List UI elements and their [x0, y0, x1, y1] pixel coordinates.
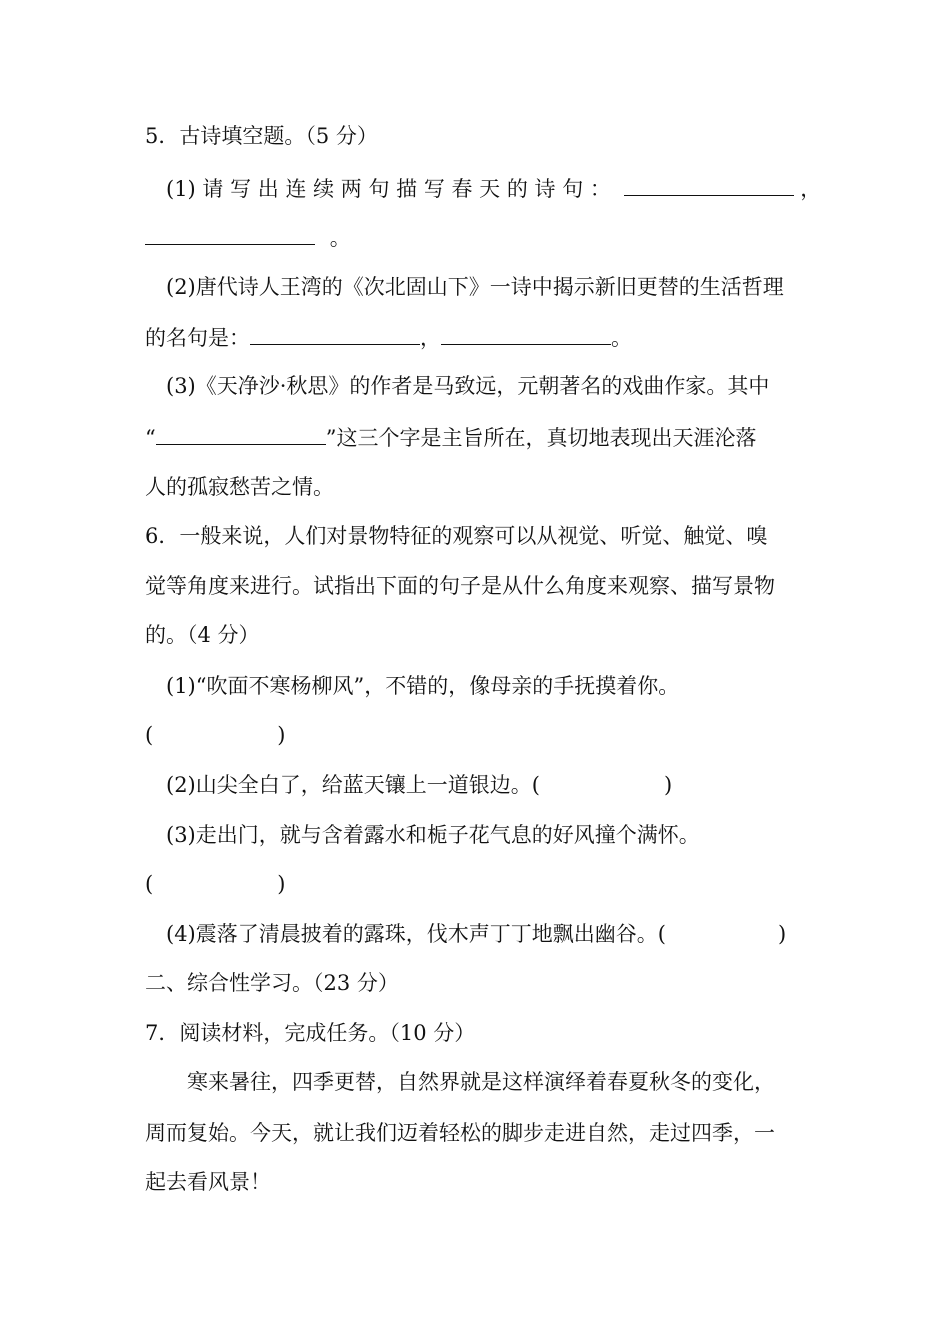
q6-item-1: (1)“吹面不寒杨柳风”，不错的，像母亲的手抚摸着你。 [166, 674, 680, 698]
period: 。 [611, 326, 632, 350]
q6-answer-1[interactable] [145, 721, 810, 749]
comma: ， [420, 326, 441, 350]
paren-open: ( [145, 723, 154, 747]
q5-part2-prefix: 的名句是： [145, 326, 250, 350]
answer-blank[interactable] [441, 324, 611, 345]
open-quote: “ [145, 426, 156, 450]
period: 。 [329, 226, 351, 250]
q6-item-2-text: (2)山尖全白了，给蓝天镶上一道银边。 [166, 773, 532, 797]
q5-part3-text: ”这三个字是主旨所在，真切地表现出天涯沦落 [325, 426, 757, 450]
q5-part2-line2 [145, 324, 810, 352]
q5-part3-line3: 人的孤寂愁苦之情。 [145, 475, 334, 499]
q7-para-line2: 周而复始。今天，就让我们迈着轻松的脚步走进自然，走过四季，一 [145, 1121, 775, 1145]
q6-item-2 [166, 771, 810, 799]
q5-part3-line1: (3)《天净沙·秋思》的作者是马致远，元朝著名的戏曲作家。其中 [166, 374, 770, 398]
paren-open: ( [657, 922, 666, 946]
answer-blank[interactable] [250, 324, 420, 345]
paren-close: ) [777, 922, 787, 946]
q5-part1-line [166, 175, 822, 203]
paren-close: ) [663, 773, 673, 797]
paren-close: ) [277, 723, 286, 747]
q7-para-line1: 寒来暑往，四季更替，自然界就是这样演绎着春夏秋冬的变化， [187, 1070, 775, 1094]
comma: ， [800, 177, 822, 201]
q6-item-4-text: (4)震落了清晨披着的露珠，伐木声丁丁地飘出幽谷。 [166, 922, 658, 946]
q6-line2: 觉等角度来进行。试指出下面的句子是从什么角度来观察、描写景物 [145, 574, 775, 598]
paren-open: ( [145, 872, 154, 896]
q5-part3-line2 [145, 424, 810, 452]
q6-line3: 的。（4 分） [145, 623, 260, 647]
q5-part2-line1: (2)唐代诗人王湾的《次北固山下》一诗中揭示新旧更替的生活哲理 [166, 275, 784, 299]
q5-part1-line2 [145, 224, 810, 252]
q5-part1-text: (1) 请 写 出 连 续 两 句 描 写 春 天 的 诗 句 ： [166, 177, 611, 201]
q6-item-4 [166, 920, 810, 948]
q6-answer-3[interactable] [145, 870, 810, 898]
q6-line1: 6．一般来说，人们对景物特征的观察可以从视觉、听觉、触觉、嗅 [145, 524, 768, 548]
section-2-heading: 二、综合性学习。（23 分） [145, 971, 399, 995]
answer-blank[interactable] [624, 175, 794, 196]
q6-item-3: (3)走出门，就与含着露水和栀子花气息的好风撞个满怀。 [166, 823, 700, 847]
q7-title: 7．阅读材料，完成任务。（10 分） [145, 1021, 476, 1045]
answer-blank[interactable] [145, 224, 315, 245]
paren-close: ) [277, 872, 286, 896]
q7-para-line3: 起去看风景！ [145, 1170, 271, 1194]
q5-title: 5．古诗填空题。（5 分） [145, 124, 378, 148]
answer-blank[interactable] [156, 424, 326, 445]
paren-open: ( [531, 773, 540, 797]
